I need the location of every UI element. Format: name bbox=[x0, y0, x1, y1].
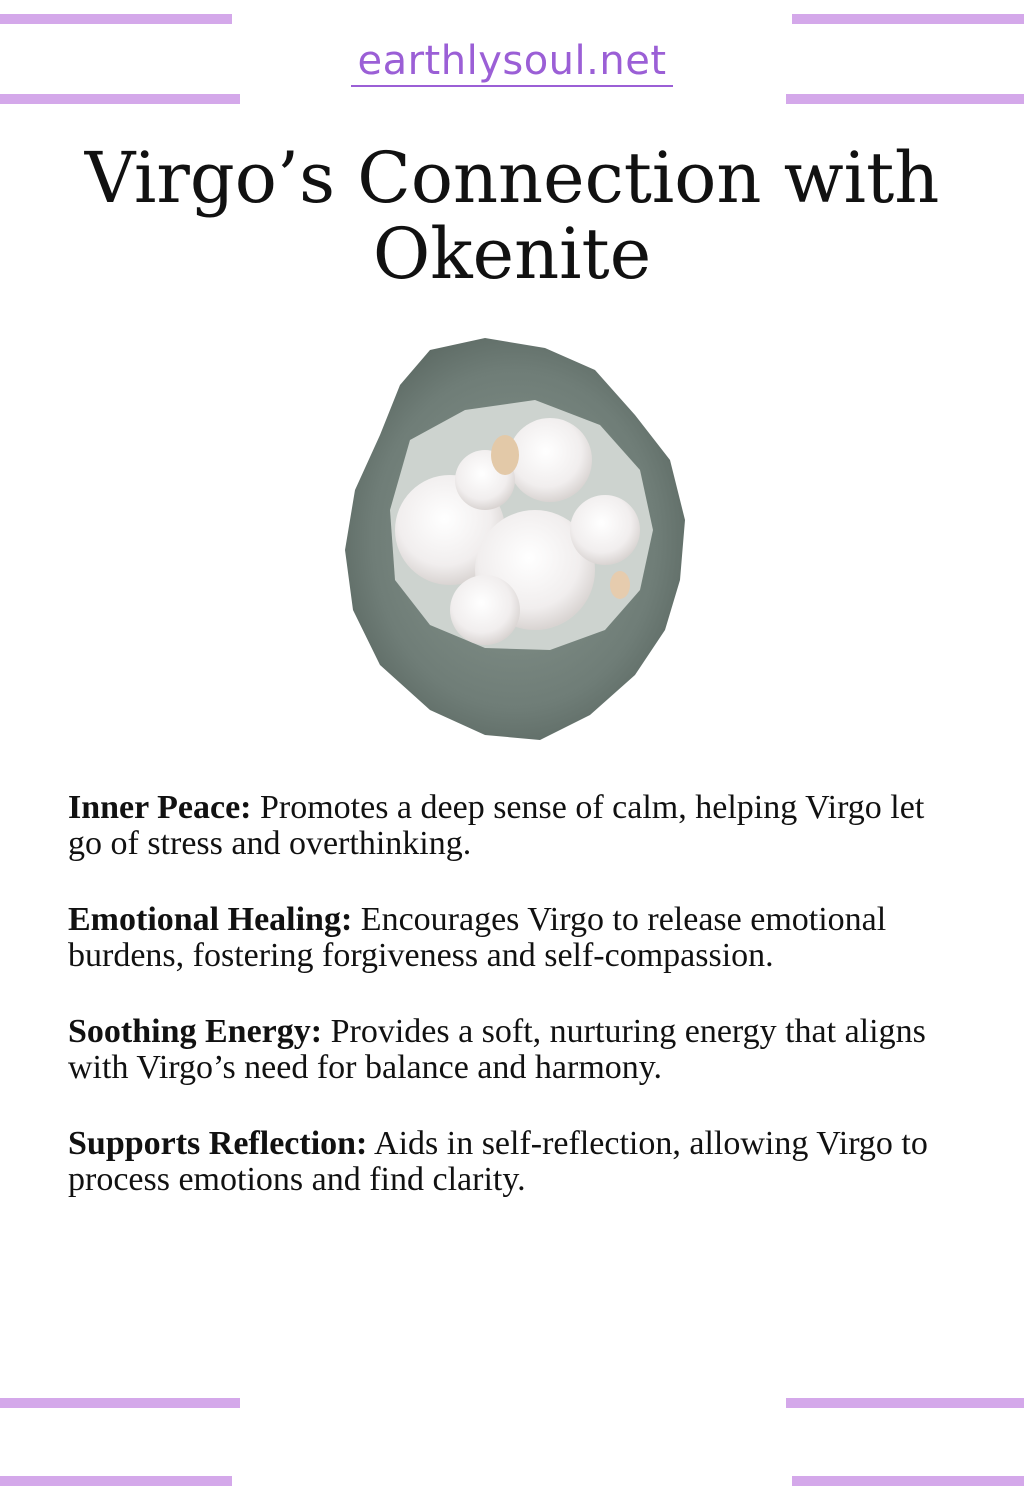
top-left-bar-1 bbox=[0, 14, 232, 24]
bottom-left-bar-2 bbox=[0, 1476, 232, 1486]
point-text: Provides a soft, nurturing energy that aligns with Virgo’s need for balance and harmony. bbox=[68, 1013, 926, 1086]
top-left-bar-2 bbox=[0, 94, 240, 104]
point-label: Emotional Healing: bbox=[68, 901, 353, 938]
okenite-crystal-image bbox=[335, 330, 705, 750]
bottom-right-bar-2 bbox=[792, 1476, 1024, 1486]
top-right-bar-2 bbox=[786, 94, 1024, 104]
point-text: Encourages Virgo to release emotional burdens, fostering forgiveness and self-compassion. bbox=[68, 901, 887, 974]
bottom-left-bar-1 bbox=[0, 1398, 240, 1408]
bottom-right-bar-1 bbox=[786, 1398, 1024, 1408]
connection-points-list bbox=[68, 790, 948, 1238]
point-inner-peace bbox=[68, 790, 948, 862]
site-logo[interactable] bbox=[0, 38, 1024, 87]
title-line-2: Okenite bbox=[372, 213, 652, 295]
point-label: Supports Reflection: bbox=[68, 1125, 368, 1162]
title-line-1: Virgo’s Connection with bbox=[84, 137, 940, 219]
point-label: Soothing Energy: bbox=[68, 1013, 323, 1050]
point-text: Aids in self-reflection, allowing Virgo to process emotions and find clarity. bbox=[68, 1125, 928, 1198]
site-logo-text[interactable]: earthlysoul.net bbox=[351, 39, 672, 87]
point-emotional-healing bbox=[68, 902, 948, 974]
page-title bbox=[0, 137, 1024, 295]
point-supports-reflection bbox=[68, 1126, 948, 1198]
point-soothing-energy bbox=[68, 1014, 948, 1086]
top-right-bar-1 bbox=[792, 14, 1024, 24]
point-text: Promotes a deep sense of calm, helping Virgo let go of stress and overthinking. bbox=[68, 789, 925, 862]
point-label: Inner Peace: bbox=[68, 789, 252, 826]
